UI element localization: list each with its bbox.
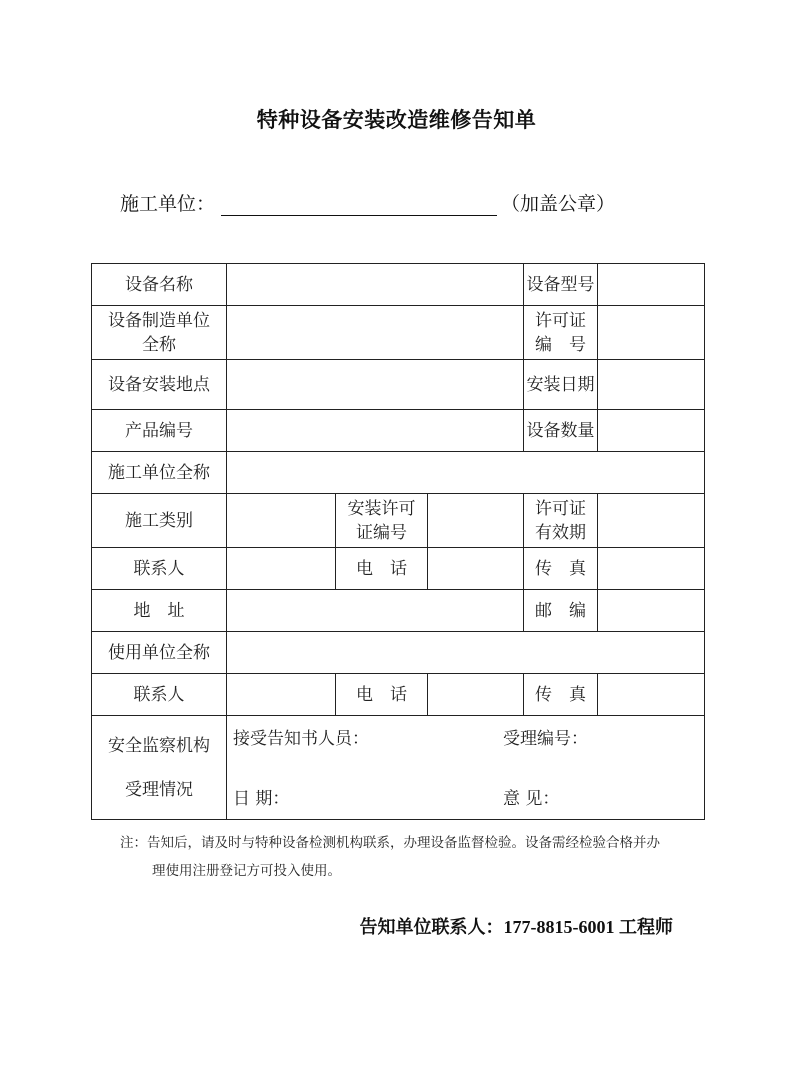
field-address[interactable] [227, 590, 524, 632]
label-install-date: 安装日期 [524, 360, 598, 410]
construction-unit-label: 施工单位： [120, 193, 216, 215]
construction-unit-line [120, 186, 615, 216]
field-user-unit-full[interactable] [227, 632, 705, 674]
footnote-line2: 理使用注册登记方可投入使用。 [152, 863, 341, 879]
label-manufacturer-line2: 全称 [142, 334, 176, 355]
label-contact-person: 联系人 [92, 548, 227, 590]
label-manufacturer [92, 306, 227, 360]
label-user-unit-full: 使用单位全称 [92, 632, 227, 674]
label-supervision [92, 716, 227, 820]
notification-form-table [91, 263, 705, 820]
label-license-validity [524, 494, 598, 548]
label-phone-2: 电 话 [336, 674, 428, 716]
field-install-location[interactable] [227, 360, 524, 410]
acceptance-no-label: 受理编号： [503, 729, 588, 749]
field-phone[interactable] [428, 548, 524, 590]
field-install-license[interactable] [428, 494, 524, 548]
supervision-receipt-area [227, 716, 705, 820]
field-device-name[interactable] [227, 264, 524, 306]
field-postcode[interactable] [598, 590, 705, 632]
label-device-model: 设备型号 [524, 264, 598, 306]
label-address: 地 址 [92, 590, 227, 632]
label-construction-unit-full: 施工单位全称 [92, 452, 227, 494]
seal-note: （加盖公章） [501, 193, 616, 215]
label-install-license [336, 494, 428, 548]
field-manufacturer[interactable] [227, 306, 524, 360]
label-supervision-line2: 受理情况 [125, 779, 193, 800]
footnote-line1: 注：告知后，请及时与特种设备检测机构联系，办理设备监督检验。设备需经检验合格并办 [120, 835, 660, 851]
label-phone: 电 话 [336, 548, 428, 590]
label-fax-2: 传 真 [524, 674, 598, 716]
label-license-validity-line2: 有效期 [535, 522, 587, 543]
field-device-model[interactable] [598, 264, 705, 306]
field-contact-person-2[interactable] [227, 674, 336, 716]
label-fax: 传 真 [524, 548, 598, 590]
construction-unit-blank[interactable] [221, 189, 497, 216]
label-device-quantity: 设备数量 [524, 410, 598, 452]
field-fax-2[interactable] [598, 674, 705, 716]
footnote [120, 829, 690, 885]
date-label: 日 期： [233, 789, 290, 809]
label-product-no: 产品编号 [92, 410, 227, 452]
label-license-no [524, 306, 598, 360]
notifier-contact: 告知单位联系人：177-8815-6001 工程师 [359, 917, 673, 937]
opinion-label: 意 见： [503, 789, 560, 809]
field-license-no[interactable] [598, 306, 705, 360]
page-title: 特种设备安装改造维修告知单 [256, 108, 537, 132]
label-license-validity-line1: 许可证 [535, 498, 587, 519]
field-construction-type[interactable] [227, 494, 336, 548]
label-construction-type: 施工类别 [92, 494, 227, 548]
field-phone-2[interactable] [428, 674, 524, 716]
field-contact-person[interactable] [227, 548, 336, 590]
label-manufacturer-line1: 设备制造单位 [108, 310, 210, 331]
field-install-date[interactable] [598, 360, 705, 410]
label-license-no-line1: 许可证 [535, 310, 587, 331]
label-license-no-line2: 编 号 [535, 334, 587, 355]
field-device-quantity[interactable] [598, 410, 705, 452]
label-contact-person-2: 联系人 [92, 674, 227, 716]
field-product-no[interactable] [227, 410, 524, 452]
label-postcode: 邮 编 [524, 590, 598, 632]
receiver-label: 接受告知书人员： [233, 729, 369, 749]
label-install-location: 设备安装地点 [92, 360, 227, 410]
field-license-validity[interactable] [598, 494, 705, 548]
field-construction-unit-full[interactable] [227, 452, 705, 494]
label-supervision-line1: 安全监察机构 [108, 735, 210, 756]
label-device-name: 设备名称 [92, 264, 227, 306]
label-install-license-line1: 安装许可 [347, 498, 416, 519]
label-install-license-line2: 证编号 [356, 522, 407, 543]
field-fax[interactable] [598, 548, 705, 590]
